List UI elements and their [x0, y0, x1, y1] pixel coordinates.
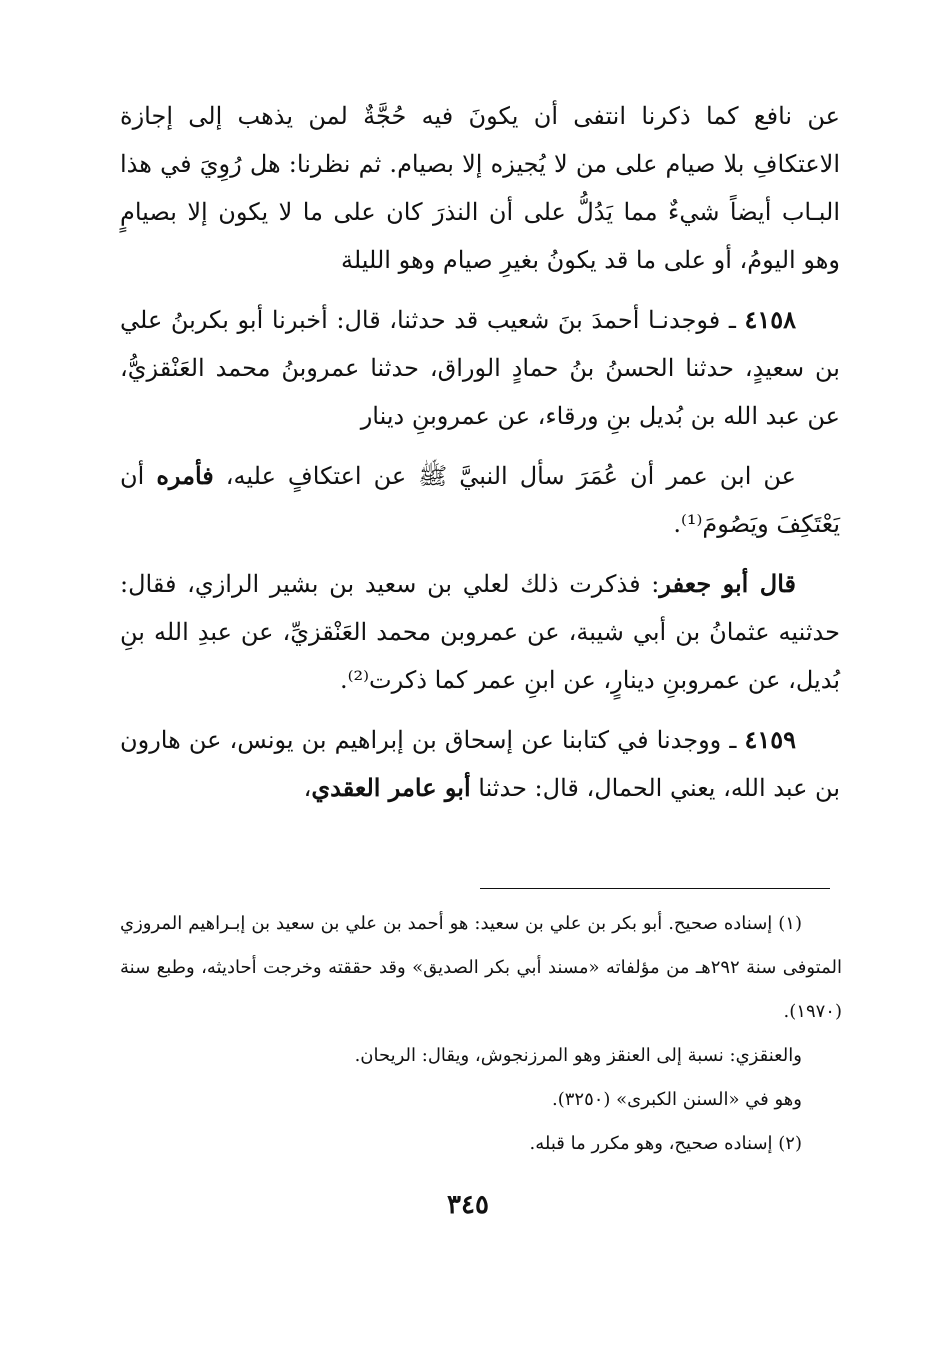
matn-bold: فأمره	[156, 461, 214, 490]
abu-jafar-paragraph	[120, 560, 840, 704]
footnote-separator	[480, 888, 830, 889]
hadith-4159	[120, 716, 840, 812]
main-text	[120, 92, 840, 824]
matn-text: عن ابن عمر أن عُمَرَ سأل النبيَّ ﷺ عن اعتكافٍ عليه،	[213, 462, 797, 490]
hadith-4159-bold-name: أبو عامر العقدي	[311, 773, 471, 802]
hadith-4158-matn	[120, 452, 840, 548]
hadith-number-4158: ٤١٥٨	[744, 305, 796, 334]
hadith-4159-text: ـ ووجدنا في كتابنا عن إسحاق بن إبراهيم بن يونس، عن هارون بن عبد الله، يعني الحمال، قال: حدثنا	[120, 726, 840, 802]
footnotes	[120, 902, 842, 1166]
page-number: ٣٤٥	[447, 1190, 489, 1220]
paragraph-1-text: عن نافع كما ذكرنا انتفى أن يكونَ فيه حُجَّةٌ لمن يذهب إلى إجازة الاعتكافِ بلا صيام على من لا يُجيزه إلا بصيام. ثم نظرنا: هل رُوِيَ في هذا البـاب أيضاً شيءٌ مما يَدُلُّ على أن النذرَ كان على ما لا يكون إلا بصيامٍ وهو اليومُ، أو على ما قد يكونُ بغيرِ صيام وهو الليلة	[120, 102, 840, 274]
matn-tail: أن يَعْتَكِفَ ويَصُومَ⁽¹⁾.	[120, 462, 840, 538]
footnote-1-continued: والعنقزي: نسبة إلى العنقز وهو المرزنجوش، ويقال: الريحان.	[354, 1045, 802, 1066]
hadith-4158	[120, 296, 840, 440]
hadith-number-4159: ٤١٥٩	[744, 725, 796, 754]
footnote-1: (١) إسناده صحيح. أبو بكر بن علي بن سعيد: هو أحمد بن علي بن سعيد بن إبـراهيم المروزي المتوفى سنة ٢٩٢هـ من مؤلفاته «مسند أبي بكر الصديق» وقد حققته وخرجت أحاديثه، وطبع سنة (١٩٧٠).	[120, 913, 842, 1022]
abu-jafar-text: : فذكرت ذلك لعلي بن سعيد بن بشير الرازي، فقال: حدثنيه عثمانُ بن أبي شيبة، عن عمروبن محمد العَنْقزيِّ، عن عبدِ الله بنِ بُديل، عن عمروبنِ دينارٍ، عن ابنِ عمر كما ذكرت⁽²⁾.	[120, 570, 840, 694]
hadith-4158-isnad: ـ فوجدنـا أحمدَ بنَ شعيب قد حدثنا، قال: أخبرنا أبو بكربنُ علي بن سعيدٍ، حدثنا الحسنُ بنُ حمادٍ الوراق، حدثنا عمروبنُ محمد العَنْقزيُّ، عن عبد الله بن بُديل بنِ ورقاء، عن عمروبنِ دينار	[120, 306, 840, 430]
paragraph-1	[120, 92, 840, 284]
abu-jafar-label: قال أبو جعفر	[659, 569, 797, 598]
footnote-1-source: وهو في «السنن الكبرى» (٣٢٥٠).	[551, 1089, 802, 1110]
trailing-comma: ،	[303, 774, 312, 802]
footnote-2: (٢) إسناده صحيح، وهو مكرر ما قبله.	[529, 1133, 802, 1154]
